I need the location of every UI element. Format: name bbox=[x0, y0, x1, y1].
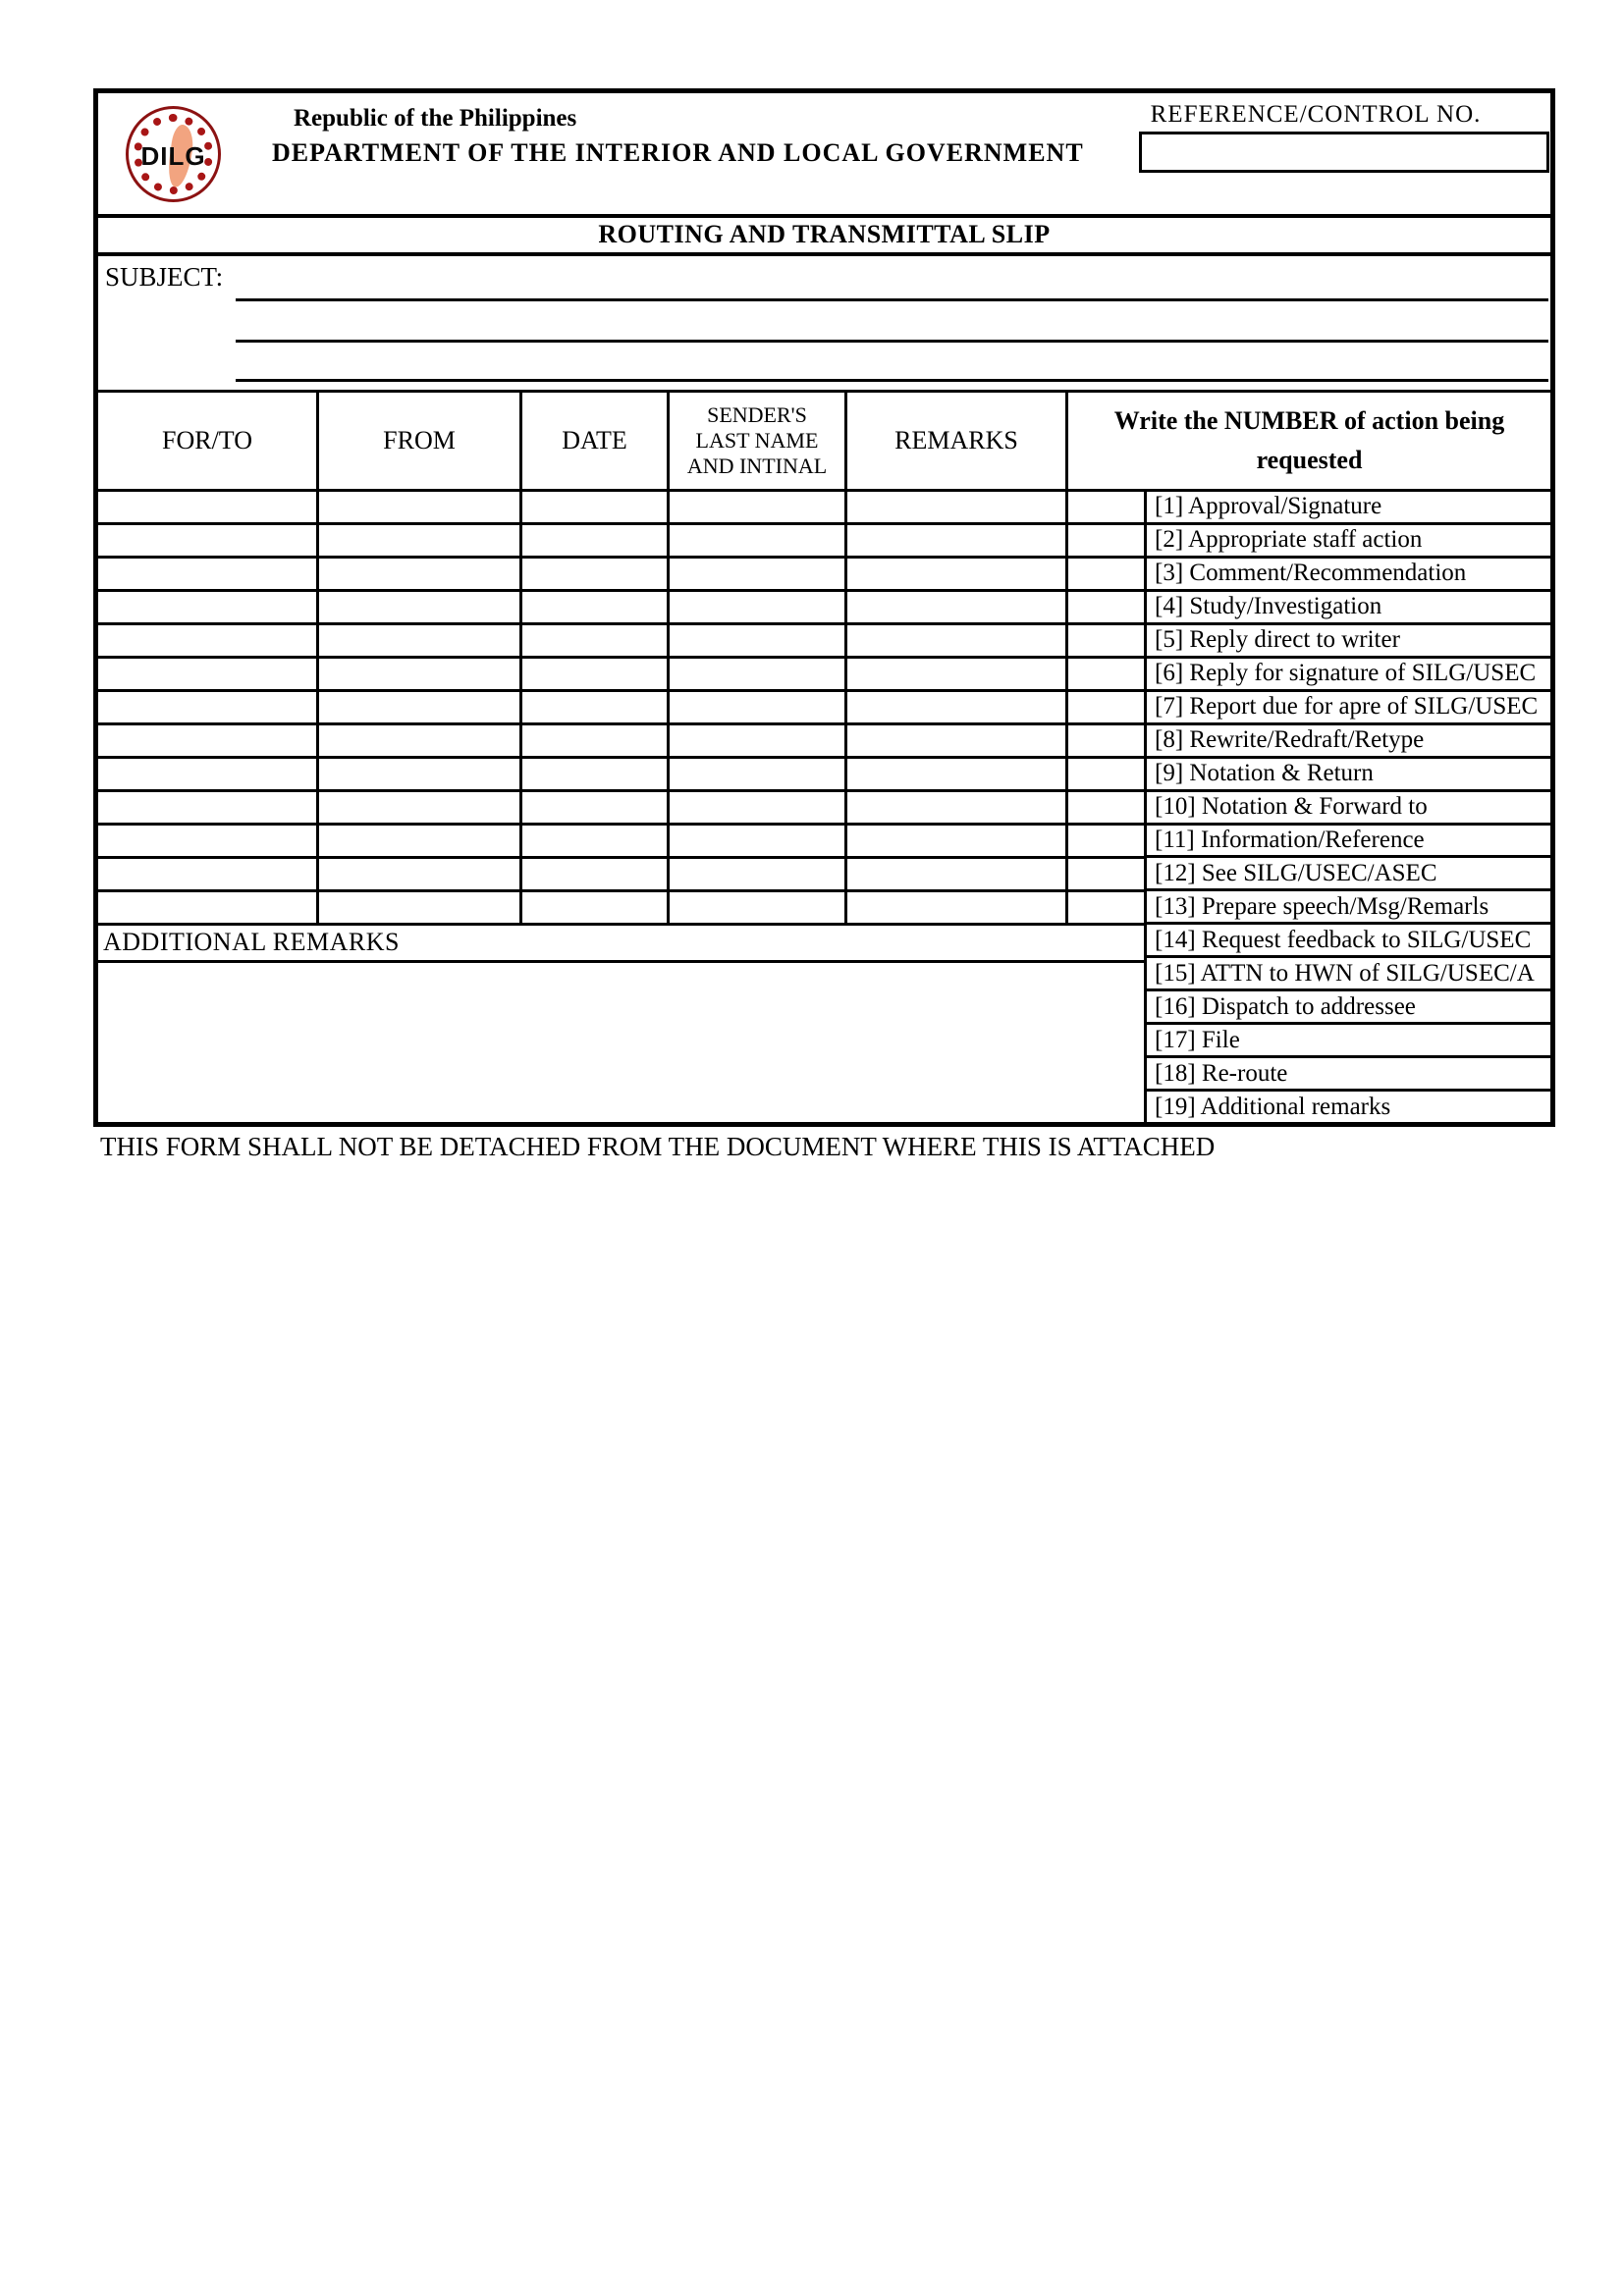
cell-from[interactable] bbox=[319, 559, 522, 589]
cell-sender[interactable] bbox=[670, 559, 847, 589]
col-header-sender: SENDER'S LAST NAME AND INTINAL bbox=[670, 393, 847, 489]
cell-for-to[interactable] bbox=[98, 826, 319, 856]
action-option-18: [18] Re-route bbox=[1147, 1058, 1550, 1092]
cell-date[interactable] bbox=[522, 559, 670, 589]
cell-date[interactable] bbox=[522, 625, 670, 656]
cell-action-number[interactable] bbox=[1068, 792, 1144, 823]
cell-action-number[interactable] bbox=[1068, 592, 1144, 622]
cell-from[interactable] bbox=[319, 759, 522, 789]
cell-remarks[interactable] bbox=[847, 692, 1068, 722]
cell-sender[interactable] bbox=[670, 659, 847, 689]
action-legend-list bbox=[1144, 492, 1550, 1122]
table-row bbox=[98, 859, 1144, 892]
cell-from[interactable] bbox=[319, 659, 522, 689]
cell-date[interactable] bbox=[522, 759, 670, 789]
subject-label: SUBJECT: bbox=[105, 262, 224, 292]
form-header bbox=[98, 93, 1550, 218]
cell-date[interactable] bbox=[522, 892, 670, 923]
cell-action-number[interactable] bbox=[1068, 659, 1144, 689]
action-option-2: [2] Appropriate staff action bbox=[1147, 525, 1550, 559]
action-option-7: [7] Report due for apre of SILG/USEC bbox=[1147, 692, 1550, 725]
cell-from[interactable] bbox=[319, 725, 522, 756]
seal-text: DILG bbox=[140, 141, 206, 171]
cell-from[interactable] bbox=[319, 525, 522, 556]
action-option-17: [17] File bbox=[1147, 1025, 1550, 1058]
cell-date[interactable] bbox=[522, 592, 670, 622]
cell-remarks[interactable] bbox=[847, 792, 1068, 823]
table-row bbox=[98, 826, 1144, 859]
cell-for-to[interactable] bbox=[98, 492, 319, 522]
form-title: ROUTING AND TRANSMITTAL SLIP bbox=[98, 218, 1550, 256]
cell-for-to[interactable] bbox=[98, 859, 319, 889]
cell-sender[interactable] bbox=[670, 692, 847, 722]
cell-from[interactable] bbox=[319, 792, 522, 823]
action-option-16: [16] Dispatch to addressee bbox=[1147, 991, 1550, 1025]
action-option-3: [3] Comment/Recommendation bbox=[1147, 559, 1550, 592]
republic-line: Republic of the Philippines bbox=[294, 105, 577, 132]
action-option-8: [8] Rewrite/Redraft/Retype bbox=[1147, 725, 1550, 759]
cell-remarks[interactable] bbox=[847, 592, 1068, 622]
cell-action-number[interactable] bbox=[1068, 692, 1144, 722]
cell-remarks[interactable] bbox=[847, 525, 1068, 556]
table-header-row bbox=[98, 390, 1144, 492]
department-line: DEPARTMENT OF THE INTERIOR AND LOCAL GOVERNMENT bbox=[272, 138, 1084, 167]
cell-from[interactable] bbox=[319, 826, 522, 856]
subject-line-1[interactable] bbox=[236, 298, 1548, 301]
subject-line-3[interactable] bbox=[236, 379, 1548, 382]
cell-date[interactable] bbox=[522, 659, 670, 689]
cell-for-to[interactable] bbox=[98, 659, 319, 689]
cell-for-to[interactable] bbox=[98, 692, 319, 722]
cell-sender[interactable] bbox=[670, 625, 847, 656]
routing-slip-form bbox=[93, 88, 1555, 1127]
table-row bbox=[98, 492, 1144, 525]
action-option-5: [5] Reply direct to writer bbox=[1147, 625, 1550, 659]
cell-from[interactable] bbox=[319, 625, 522, 656]
action-legend-header: Write the NUMBER of action being requested bbox=[1068, 390, 1550, 492]
cell-sender[interactable] bbox=[670, 525, 847, 556]
cell-date[interactable] bbox=[522, 826, 670, 856]
routing-table bbox=[98, 390, 1550, 1122]
table-row bbox=[98, 692, 1144, 725]
cell-from[interactable] bbox=[319, 892, 522, 923]
cell-from[interactable] bbox=[319, 592, 522, 622]
additional-remarks-label: ADDITIONAL REMARKS bbox=[98, 926, 1144, 963]
subject-section bbox=[98, 256, 1550, 390]
action-option-15: [15] ATTN to HWN of SILG/USEC/A bbox=[1147, 958, 1550, 991]
cell-remarks[interactable] bbox=[847, 725, 1068, 756]
cell-sender[interactable] bbox=[670, 759, 847, 789]
table-row bbox=[98, 659, 1144, 692]
cell-date[interactable] bbox=[522, 492, 670, 522]
table-row bbox=[98, 725, 1144, 759]
cell-sender[interactable] bbox=[670, 826, 847, 856]
cell-from[interactable] bbox=[319, 692, 522, 722]
cell-for-to[interactable] bbox=[98, 559, 319, 589]
action-option-13: [13] Prepare speech/Msg/Remarls bbox=[1147, 891, 1550, 925]
table-row bbox=[98, 892, 1144, 926]
reference-control-label: REFERENCE/CONTROL NO. bbox=[1150, 101, 1482, 128]
cell-from[interactable] bbox=[319, 859, 522, 889]
action-option-11: [11] Information/Reference bbox=[1147, 826, 1550, 859]
table-row bbox=[98, 592, 1144, 625]
cell-date[interactable] bbox=[522, 859, 670, 889]
cell-action-number[interactable] bbox=[1068, 492, 1144, 522]
cell-sender[interactable] bbox=[670, 492, 847, 522]
cell-remarks[interactable] bbox=[847, 826, 1068, 856]
cell-remarks[interactable] bbox=[847, 559, 1068, 589]
cell-remarks[interactable] bbox=[847, 892, 1068, 923]
cell-for-to[interactable] bbox=[98, 759, 319, 789]
cell-action-number[interactable] bbox=[1068, 892, 1144, 923]
cell-for-to[interactable] bbox=[98, 725, 319, 756]
action-legend-column bbox=[1113, 390, 1550, 1122]
action-option-9: [9] Notation & Return bbox=[1147, 759, 1550, 792]
cell-for-to[interactable] bbox=[98, 792, 319, 823]
cell-remarks[interactable] bbox=[847, 859, 1068, 889]
cell-sender[interactable] bbox=[670, 725, 847, 756]
cell-action-number[interactable] bbox=[1068, 625, 1144, 656]
action-option-6: [6] Reply for signature of SILG/USEC bbox=[1147, 659, 1550, 692]
cell-for-to[interactable] bbox=[98, 592, 319, 622]
cell-action-number[interactable] bbox=[1068, 725, 1144, 756]
col-header-date: DATE bbox=[522, 393, 670, 489]
cell-from[interactable] bbox=[319, 492, 522, 522]
cell-sender[interactable] bbox=[670, 792, 847, 823]
col-header-from: FROM bbox=[319, 393, 522, 489]
action-option-19: [19] Additional remarks bbox=[1155, 1093, 1391, 1120]
subject-line-2[interactable] bbox=[236, 340, 1548, 343]
additional-remarks-area[interactable] bbox=[98, 963, 1144, 1122]
action-option-1: [1] Approval/Signature bbox=[1147, 492, 1550, 525]
cell-remarks[interactable] bbox=[847, 492, 1068, 522]
action-option-14: [14] Request feedback to SILG/USEC bbox=[1147, 925, 1550, 958]
routing-table-left bbox=[98, 390, 1144, 1122]
cell-action-number[interactable] bbox=[1068, 826, 1144, 856]
cell-sender[interactable] bbox=[670, 892, 847, 923]
table-row bbox=[98, 759, 1144, 792]
cell-for-to[interactable] bbox=[98, 525, 319, 556]
cell-date[interactable] bbox=[522, 692, 670, 722]
cell-sender[interactable] bbox=[670, 592, 847, 622]
action-option-12: [12] See SILG/USEC/ASEC bbox=[1147, 858, 1550, 891]
cell-date[interactable] bbox=[522, 725, 670, 756]
cell-date[interactable] bbox=[522, 525, 670, 556]
cell-action-number[interactable] bbox=[1068, 559, 1144, 589]
cell-remarks[interactable] bbox=[847, 759, 1068, 789]
action-option-10: [10] Notation & Forward to bbox=[1147, 792, 1550, 826]
cell-action-number[interactable] bbox=[1068, 759, 1144, 789]
col-header-remarks: REMARKS bbox=[847, 393, 1068, 489]
cell-for-to[interactable] bbox=[98, 892, 319, 923]
table-row bbox=[98, 525, 1144, 559]
reference-control-input-box[interactable] bbox=[1139, 132, 1549, 173]
footer-note: THIS FORM SHALL NOT BE DETACHED FROM THE DOCUMENT WHERE THIS IS ATTACHED bbox=[100, 1132, 1216, 1161]
col-header-for-to: FOR/TO bbox=[98, 393, 319, 489]
cell-action-number[interactable] bbox=[1068, 525, 1144, 556]
cell-for-to[interactable] bbox=[98, 625, 319, 656]
dilg-seal-logo bbox=[126, 106, 221, 202]
table-row bbox=[98, 792, 1144, 826]
table-row bbox=[98, 625, 1144, 659]
action-option-4: [4] Study/Investigation bbox=[1147, 592, 1550, 625]
cell-remarks[interactable] bbox=[847, 659, 1068, 689]
cell-remarks[interactable] bbox=[847, 625, 1068, 656]
cell-date[interactable] bbox=[522, 792, 670, 823]
cell-action-number[interactable] bbox=[1068, 859, 1144, 889]
cell-sender[interactable] bbox=[670, 859, 847, 889]
table-row bbox=[98, 559, 1144, 592]
